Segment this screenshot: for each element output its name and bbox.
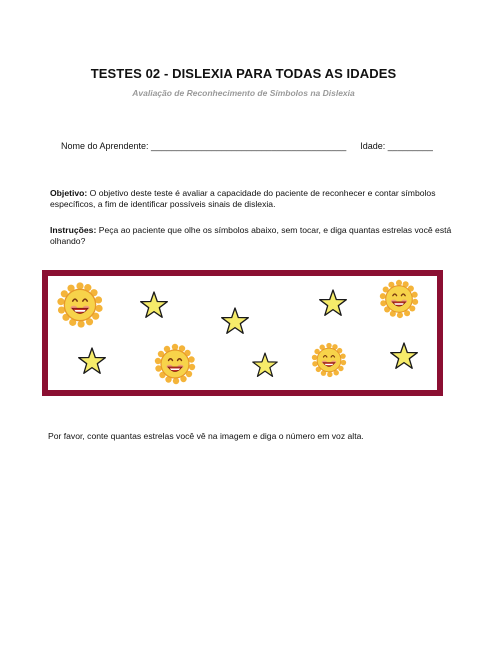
symbols-frame — [42, 270, 443, 396]
sun-icon — [312, 343, 346, 377]
objective-text: O objetivo deste teste é avaliar a capacidade do paciente de reconhecer e contar símbolos específicos, a fim de identificar possíveis sinais de dislexia. — [50, 188, 436, 209]
closing-instruction: Por favor, conte quantas estrelas você vê na imagem e diga o número em voz alta. — [48, 431, 364, 441]
star-icon — [222, 308, 249, 333]
star-icon — [253, 353, 277, 376]
star-icon — [141, 292, 168, 317]
instructions-paragraph — [50, 225, 460, 247]
symbols-canvas — [48, 276, 437, 390]
document-title: TESTES 02 - DISLEXIA PARA TODAS AS IDADES — [90, 66, 397, 81]
star-icon — [320, 290, 347, 315]
learner-name-field[interactable]: Nome do Aprendente: _______________________________________ — [61, 141, 347, 151]
sun-icon — [57, 282, 102, 327]
objective-paragraph — [50, 188, 460, 210]
objective-label: Objetivo: — [50, 188, 88, 198]
learner-fields — [61, 141, 433, 151]
instructions-label: Instruções: — [50, 225, 97, 235]
instructions-text: Peça ao paciente que olhe os símbolos abaixo, sem tocar, e diga quantas estrelas você está olhando? — [50, 225, 452, 246]
sun-icon — [155, 344, 195, 384]
star-icon — [391, 343, 418, 368]
star-icon — [79, 348, 106, 373]
sun-icon — [380, 280, 418, 318]
learner-age-field[interactable]: Idade: _________ — [360, 141, 433, 151]
document-subtitle: Avaliação de Reconhecimento de Símbolos na Dislexia — [132, 88, 355, 98]
